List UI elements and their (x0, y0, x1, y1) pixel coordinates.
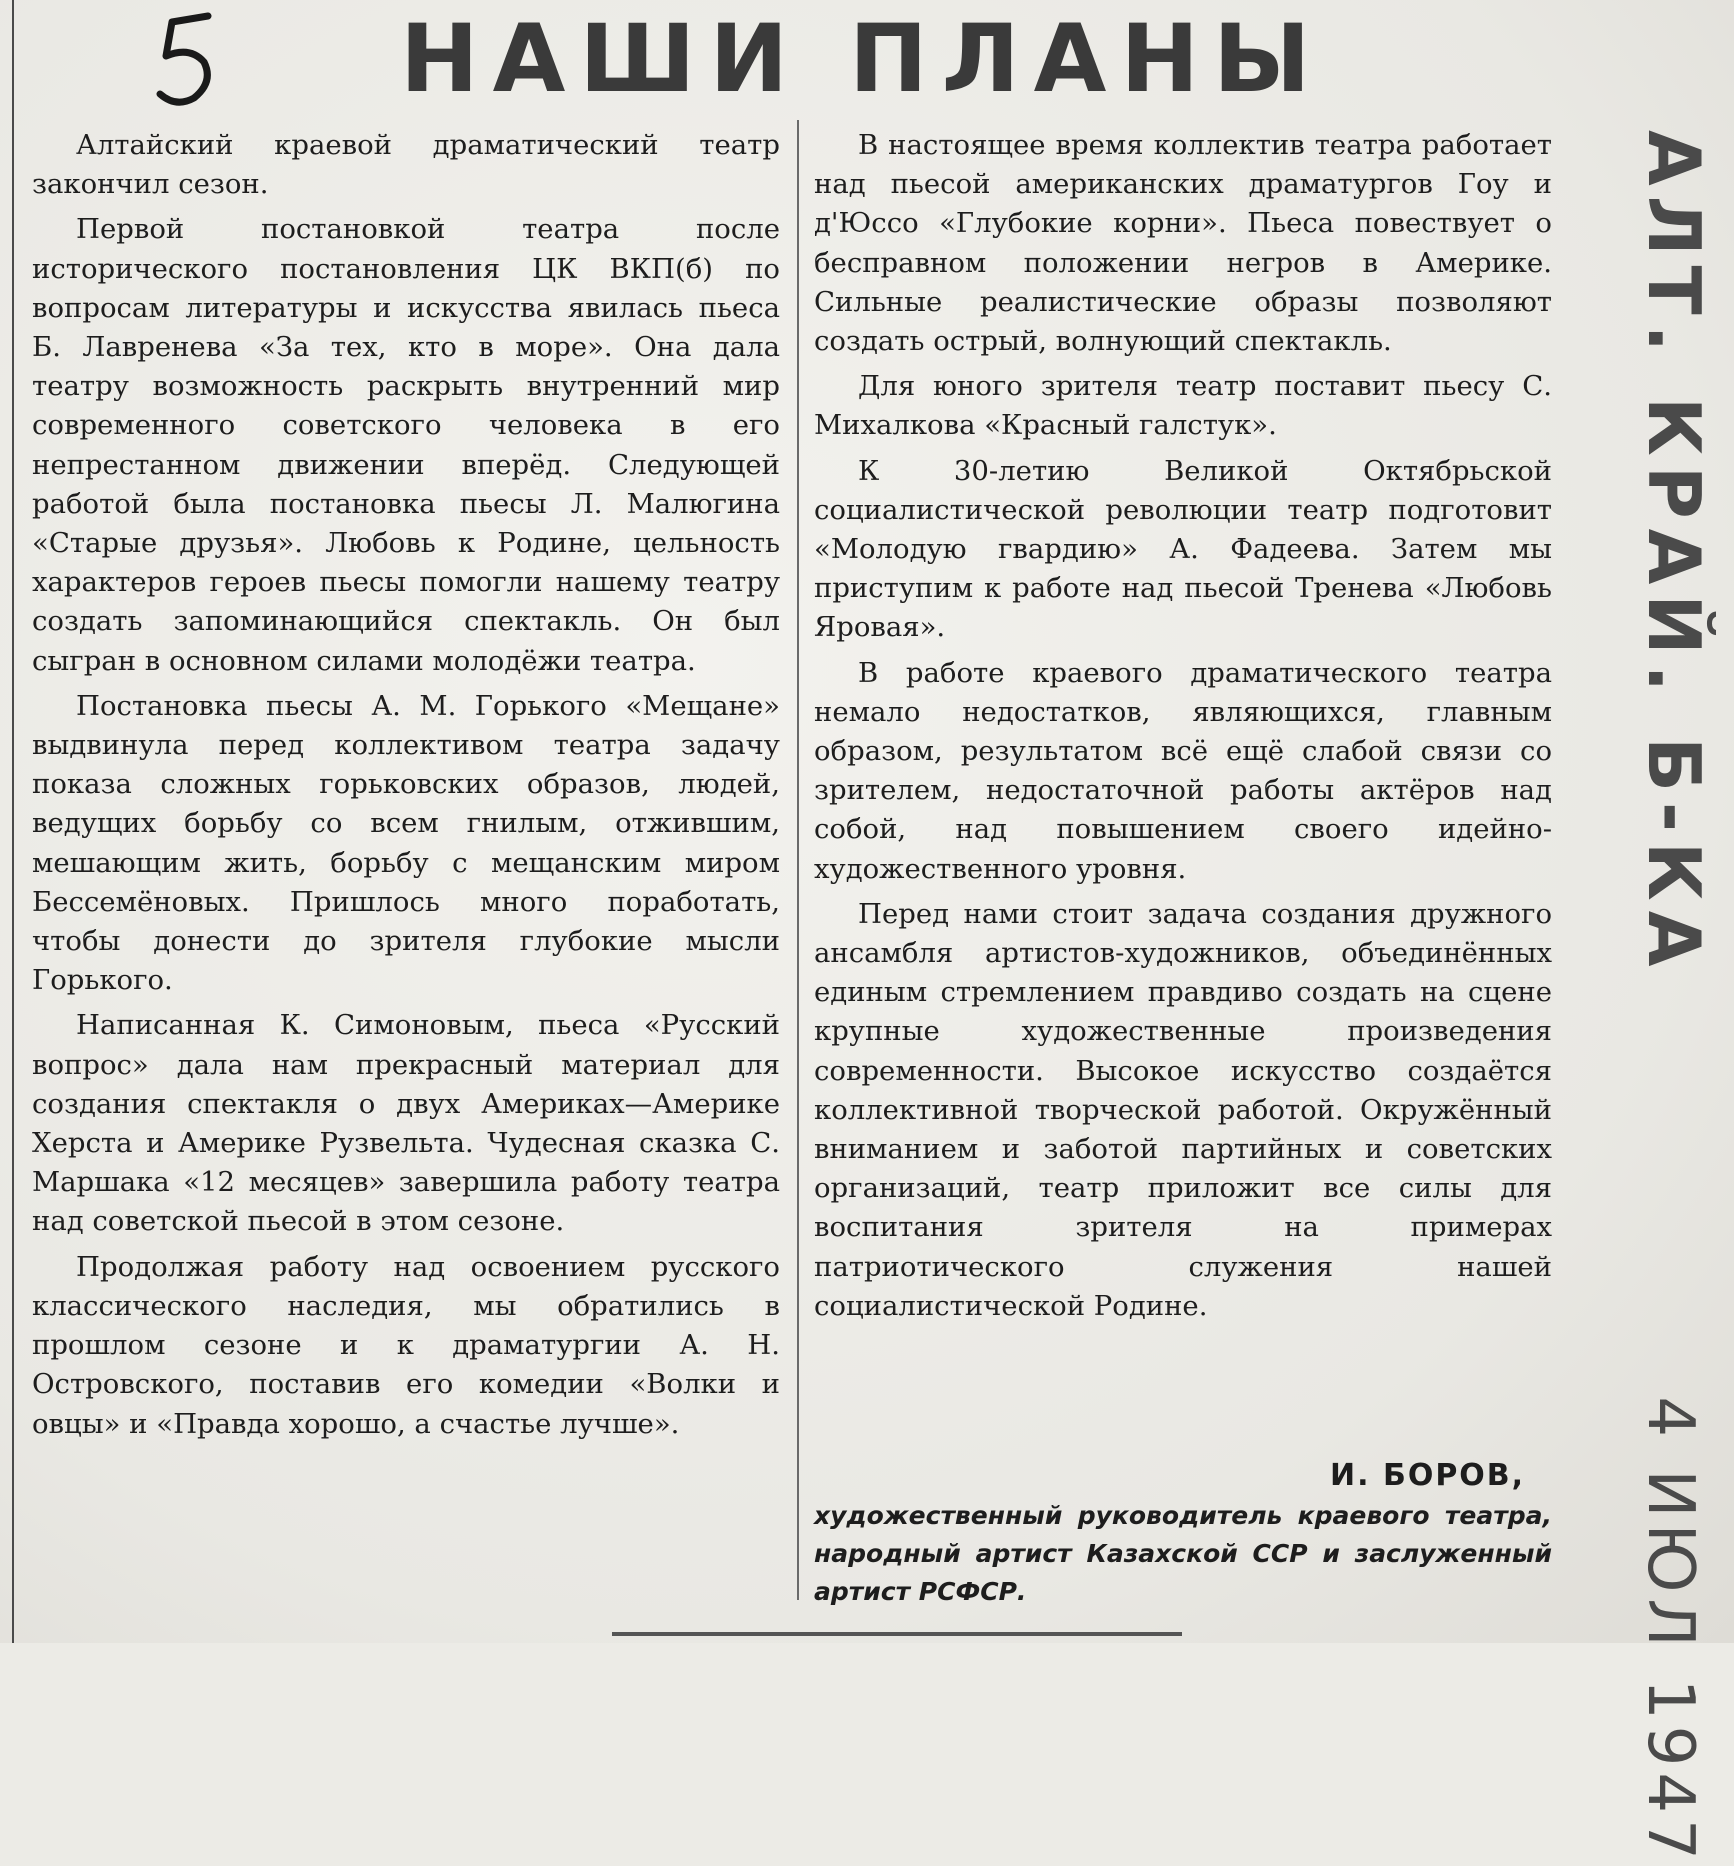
stamp-text (1632, 130, 1716, 1866)
column-divider (797, 120, 799, 1600)
article-headline: НАШИ ПЛАНЫ (400, 5, 1325, 114)
author-title: художественный руководитель краевого театра, народный артист Казахской ССР и заслуженный артист РСФСР. (814, 1501, 1552, 1606)
article-column-right (814, 126, 1552, 1332)
bottom-rule (612, 1632, 1182, 1636)
library-stamp (1584, 130, 1724, 1866)
stamp-date: 4 ИЮЛ 1947 (1633, 1396, 1707, 1866)
article-column-left (32, 126, 780, 1450)
paragraph: Алтайский краевой драматический театр закончил сезон. (32, 129, 780, 201)
paragraph: Постановка пьесы А. М. Горького «Мещане» выдвинула перед коллективом театра задачу показа сложных горьковских образов, людей, ведущих борьбу со всем гнилым, отжившим, мешающим жить, борьбу с мещанским миром Бессемёновых. Пришлось много поработать, чтобы донести до зрителя глубокие мысли Горького. (32, 689, 780, 997)
paragraph: Перед нами стоит задача создания дружного ансамбля артистов-художников, объединённых единым стремлением правдиво создать на сцене крупные художественные произведения современности. Высокое искусство создаётся коллективной творческой работой. Окружённый вниманием и заботой партийных и советских организаций, театр приложит все силы для воспитания зрителя на примерах патриотического служения нашей социалистической Родине. (814, 897, 1552, 1322)
paragraph: Продолжая работу над освоением русского классического наследия, мы обратились в прошлом сезоне и к драматургии А. Н. Островского, поставив его комедии «Волки и овцы» и «Правда хорошо, а счастье лучше». (32, 1250, 780, 1440)
handwritten-page-number (150, 10, 220, 110)
page-edge-rule (12, 0, 14, 1643)
author-signature: И. БОРОВ, (1330, 1458, 1526, 1493)
paragraph: Первой постановкой театра после исторического постановления ЦК ВКП(б) по вопросам литературы и искусства явилась пьеса Б. Лавренева «За тех, кто в море». Она дала театру возможность раскрыть внутренний мир современного советского человека в его непрестанном движении вперёд. Следующей работой была постановка пьесы Л. Малюгина «Старые друзья». Любовь к Родине, цельность характеров героев пьесы помогли нашему театру создать запоминающийся спектакль. Он был сыгран в основном силами молодёжи театра. (32, 213, 780, 677)
paragraph: В настоящее время коллектив театра работает над пьесой американских драматургов Гоу и д'Юссо «Глубокие корни». Пьеса повествует о бесправном положении негров в Америке. Сильные реалистические образы позволяют создать острый, волнующий спектакль. (814, 129, 1552, 358)
paragraph: Написанная К. Симоновым, пьеса «Русский вопрос» дала нам прекрасный материал для создания спектакля о двух Америках—Америке Херста и Америке Рузвельта. Чудесная сказка С. Маршака «12 месяцев» завершила работу театра над советской пьесой в этом сезоне. (32, 1009, 780, 1238)
stamp-library-name: АЛТ. КРАЙ. Б-КА (1632, 130, 1716, 977)
paragraph: В работе краевого драматического театра немало недостатков, являющихся, главным образом, результатом всё ещё слабой связи со зрителем, недостаточной работы актёров над собой, над повышением своего идейно-художественного уровня. (814, 656, 1552, 885)
paragraph: Для юного зрителя театр поставит пьесу С. Михалкова «Красный галстук». (814, 370, 1552, 442)
paragraph: К 30-летию Великой Октябрьской социалистической революции театр подготовит «Молодую гвардию» А. Фадеева. Затем мы приступим к работе над пьесой Тренева «Любовь Яровая». (814, 454, 1552, 644)
